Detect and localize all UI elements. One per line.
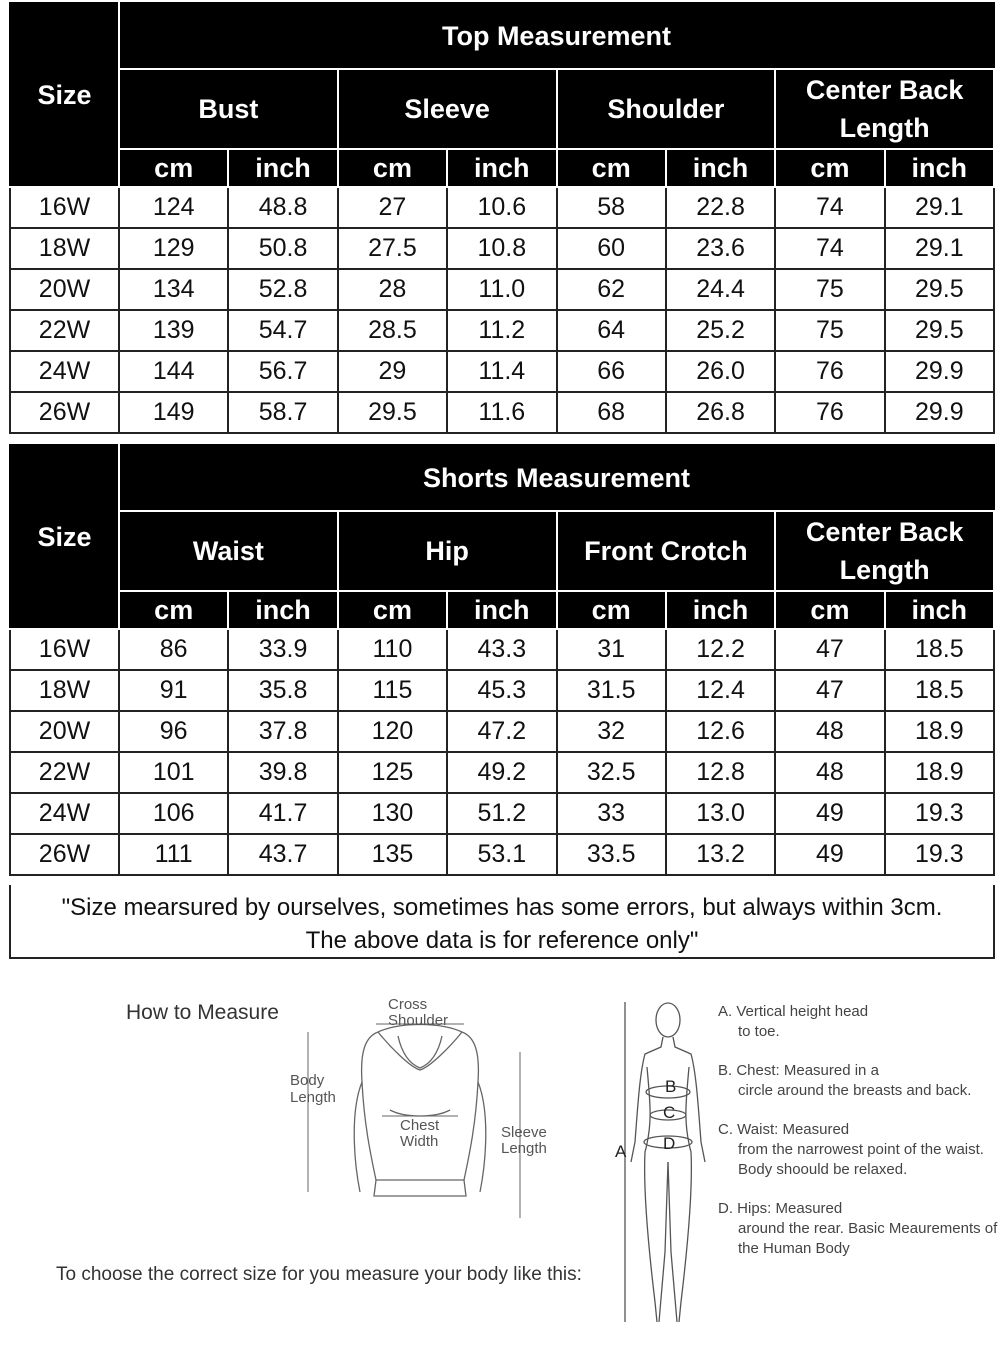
value-cell: 19.3 [885,793,994,834]
value-cell: 26.8 [666,392,775,433]
table-row [10,310,994,351]
center-back-length-header: Center Back Length [775,69,994,149]
body-marker-c: C [663,1103,676,1122]
value-cell: 106 [119,793,228,834]
jacket-outline-icon [354,1025,486,1197]
table-row [10,228,994,269]
measure-notes [718,1002,998,1278]
note-text: D. Hips: Measured [718,1200,843,1217]
value-cell: 120 [338,711,447,752]
value-cell: 24.4 [666,269,775,310]
value-cell: 25.2 [666,310,775,351]
value-cell: 29.5 [885,310,994,351]
value-cell: 28 [338,269,447,310]
unit-header: inch [447,591,556,629]
front-crotch-header: Front Crotch [557,511,776,591]
disclaimer-line: The above data is for reference only" [305,927,699,954]
note-text: to toe. [738,1023,780,1040]
value-cell: 12.2 [666,629,775,670]
value-cell: 62 [557,269,666,310]
value-cell: 18.9 [885,711,994,752]
value-cell: 22.8 [666,187,775,228]
value-cell: 134 [119,269,228,310]
size-cell: 24W [10,793,119,834]
value-cell: 43.7 [228,834,337,875]
value-cell: 91 [119,670,228,711]
value-cell: 144 [119,351,228,392]
note-c [718,1120,998,1180]
value-cell: 29.9 [885,351,994,392]
value-cell: 139 [119,310,228,351]
jacket-diagram [280,992,560,1232]
value-cell: 19.3 [885,834,994,875]
note-text: B. Chest: Measured in a [718,1062,879,1079]
note-text: around the rear. Basic Meaurements of the Human Body [738,1220,998,1257]
shoulder-header: Shoulder [557,69,776,149]
shorts-measurement-title: Shorts Measurement [119,445,994,511]
value-cell: 39.8 [228,752,337,793]
value-cell: 64 [557,310,666,351]
unit-header: cm [557,149,666,187]
value-cell: 52.8 [228,269,337,310]
value-cell: 31.5 [557,670,666,711]
top-measurement-title: Top Measurement [119,3,994,69]
value-cell: 12.6 [666,711,775,752]
value-cell: 28.5 [338,310,447,351]
note-b [718,1061,998,1101]
value-cell: 129 [119,228,228,269]
value-cell: 33.5 [557,834,666,875]
unit-header: inch [228,591,337,629]
unit-header: inch [447,149,556,187]
size-cell: 22W [10,310,119,351]
cross-shoulder-label: Cross [388,996,428,1013]
note-text: circle around the breasts and back. [738,1082,972,1099]
value-cell: 27.5 [338,228,447,269]
unit-header: cm [775,591,884,629]
value-cell: 31 [557,629,666,670]
note-a [718,1002,998,1042]
waist-header: Waist [119,511,338,591]
size-cell: 20W [10,269,119,310]
value-cell: 35.8 [228,670,337,711]
value-cell: 96 [119,711,228,752]
value-cell: 18.5 [885,629,994,670]
size-header: Size [10,445,119,629]
size-cell: 22W [10,752,119,793]
size-cell: 24W [10,351,119,392]
table-row [10,834,994,875]
body-length-label: Length [290,1089,336,1106]
value-cell: 11.0 [447,269,556,310]
center-back-length-header: Center Back Length [775,511,994,591]
value-cell: 27 [338,187,447,228]
value-cell: 125 [338,752,447,793]
value-cell: 10.6 [447,187,556,228]
shorts-measurement-table [9,444,995,876]
human-body-icon [625,1002,705,1322]
sleeve-length-label: Sleeve [501,1124,547,1141]
table-row [10,629,994,670]
shorts-table-body [10,629,994,875]
value-cell: 29.1 [885,187,994,228]
unit-header: inch [885,591,994,629]
body-marker-a: A [615,1142,627,1161]
value-cell: 49 [775,834,884,875]
table-row [10,711,994,752]
value-cell: 37.8 [228,711,337,752]
value-cell: 58.7 [228,392,337,433]
note-text: A. Vertical height head [718,1003,869,1020]
value-cell: 18.9 [885,752,994,793]
table-row [10,187,994,228]
size-cell: 26W [10,392,119,433]
value-cell: 45.3 [447,670,556,711]
table-row [10,793,994,834]
value-cell: 41.7 [228,793,337,834]
value-cell: 47 [775,670,884,711]
value-cell: 12.8 [666,752,775,793]
unit-header: cm [119,149,228,187]
how-to-measure-caption: To choose the correct size for you measure your body like this: [56,1264,582,1285]
value-cell: 75 [775,269,884,310]
value-cell: 43.3 [447,629,556,670]
chest-width-label: Chest [400,1117,440,1134]
value-cell: 29.5 [338,392,447,433]
value-cell: 11.6 [447,392,556,433]
value-cell: 48.8 [228,187,337,228]
value-cell: 49.2 [447,752,556,793]
unit-header: cm [119,591,228,629]
disclaimer-note [9,885,995,959]
unit-header: cm [338,149,447,187]
body-length-label: Body [290,1072,325,1089]
value-cell: 32.5 [557,752,666,793]
bust-header: Bust [119,69,338,149]
value-cell: 86 [119,629,228,670]
body-diagram [605,992,715,1352]
value-cell: 51.2 [447,793,556,834]
value-cell: 74 [775,228,884,269]
value-cell: 50.8 [228,228,337,269]
value-cell: 75 [775,310,884,351]
value-cell: 110 [338,629,447,670]
value-cell: 56.7 [228,351,337,392]
value-cell: 58 [557,187,666,228]
size-cell: 16W [10,629,119,670]
unit-header: cm [338,591,447,629]
unit-header: inch [666,149,775,187]
table-row [10,269,994,310]
unit-header: inch [228,149,337,187]
value-cell: 68 [557,392,666,433]
unit-header: inch [666,591,775,629]
value-cell: 33.9 [228,629,337,670]
value-cell: 48 [775,752,884,793]
value-cell: 32 [557,711,666,752]
top-measurement-table [9,2,995,434]
value-cell: 135 [338,834,447,875]
how-to-measure-title: How to Measure [126,1001,279,1024]
value-cell: 11.2 [447,310,556,351]
value-cell: 53.1 [447,834,556,875]
table-row [10,752,994,793]
value-cell: 115 [338,670,447,711]
value-cell: 49 [775,793,884,834]
value-cell: 29.1 [885,228,994,269]
table-row [10,392,994,433]
value-cell: 124 [119,187,228,228]
value-cell: 74 [775,187,884,228]
value-cell: 18.5 [885,670,994,711]
size-header: Size [10,3,119,187]
body-marker-d: D [663,1134,676,1153]
value-cell: 47 [775,629,884,670]
disclaimer-line: "Size mearsured by ourselves, sometimes has some errors, but always within 3cm. [61,894,943,921]
value-cell: 76 [775,351,884,392]
value-cell: 101 [119,752,228,793]
value-cell: 12.4 [666,670,775,711]
size-cell: 16W [10,187,119,228]
table-row [10,351,994,392]
note-text: C. Waist: Measured [718,1121,850,1138]
value-cell: 13.2 [666,834,775,875]
value-cell: 130 [338,793,447,834]
value-cell: 111 [119,834,228,875]
value-cell: 149 [119,392,228,433]
size-cell: 26W [10,834,119,875]
value-cell: 76 [775,392,884,433]
body-marker-b: B [665,1077,677,1096]
unit-header: inch [885,149,994,187]
unit-header: cm [557,591,666,629]
value-cell: 47.2 [447,711,556,752]
value-cell: 33 [557,793,666,834]
value-cell: 60 [557,228,666,269]
table-row [10,670,994,711]
value-cell: 66 [557,351,666,392]
note-text: from the narrowest point of the waist. Body shoould be relaxed. [738,1141,984,1178]
value-cell: 11.4 [447,351,556,392]
cross-shoulder-label: Shoulder [388,1012,449,1029]
value-cell: 23.6 [666,228,775,269]
size-cell: 20W [10,711,119,752]
value-cell: 29 [338,351,447,392]
sleeve-header: Sleeve [338,69,557,149]
value-cell: 10.8 [447,228,556,269]
value-cell: 26.0 [666,351,775,392]
value-cell: 13.0 [666,793,775,834]
top-table-body [10,187,994,433]
unit-header: cm [775,149,884,187]
value-cell: 29.5 [885,269,994,310]
value-cell: 48 [775,711,884,752]
size-cell: 18W [10,670,119,711]
size-cell: 18W [10,228,119,269]
sleeve-length-label: Length [501,1140,547,1157]
note-d [718,1199,998,1259]
value-cell: 54.7 [228,310,337,351]
chest-width-label: Width [400,1133,439,1150]
hip-header: Hip [338,511,557,591]
value-cell: 29.9 [885,392,994,433]
